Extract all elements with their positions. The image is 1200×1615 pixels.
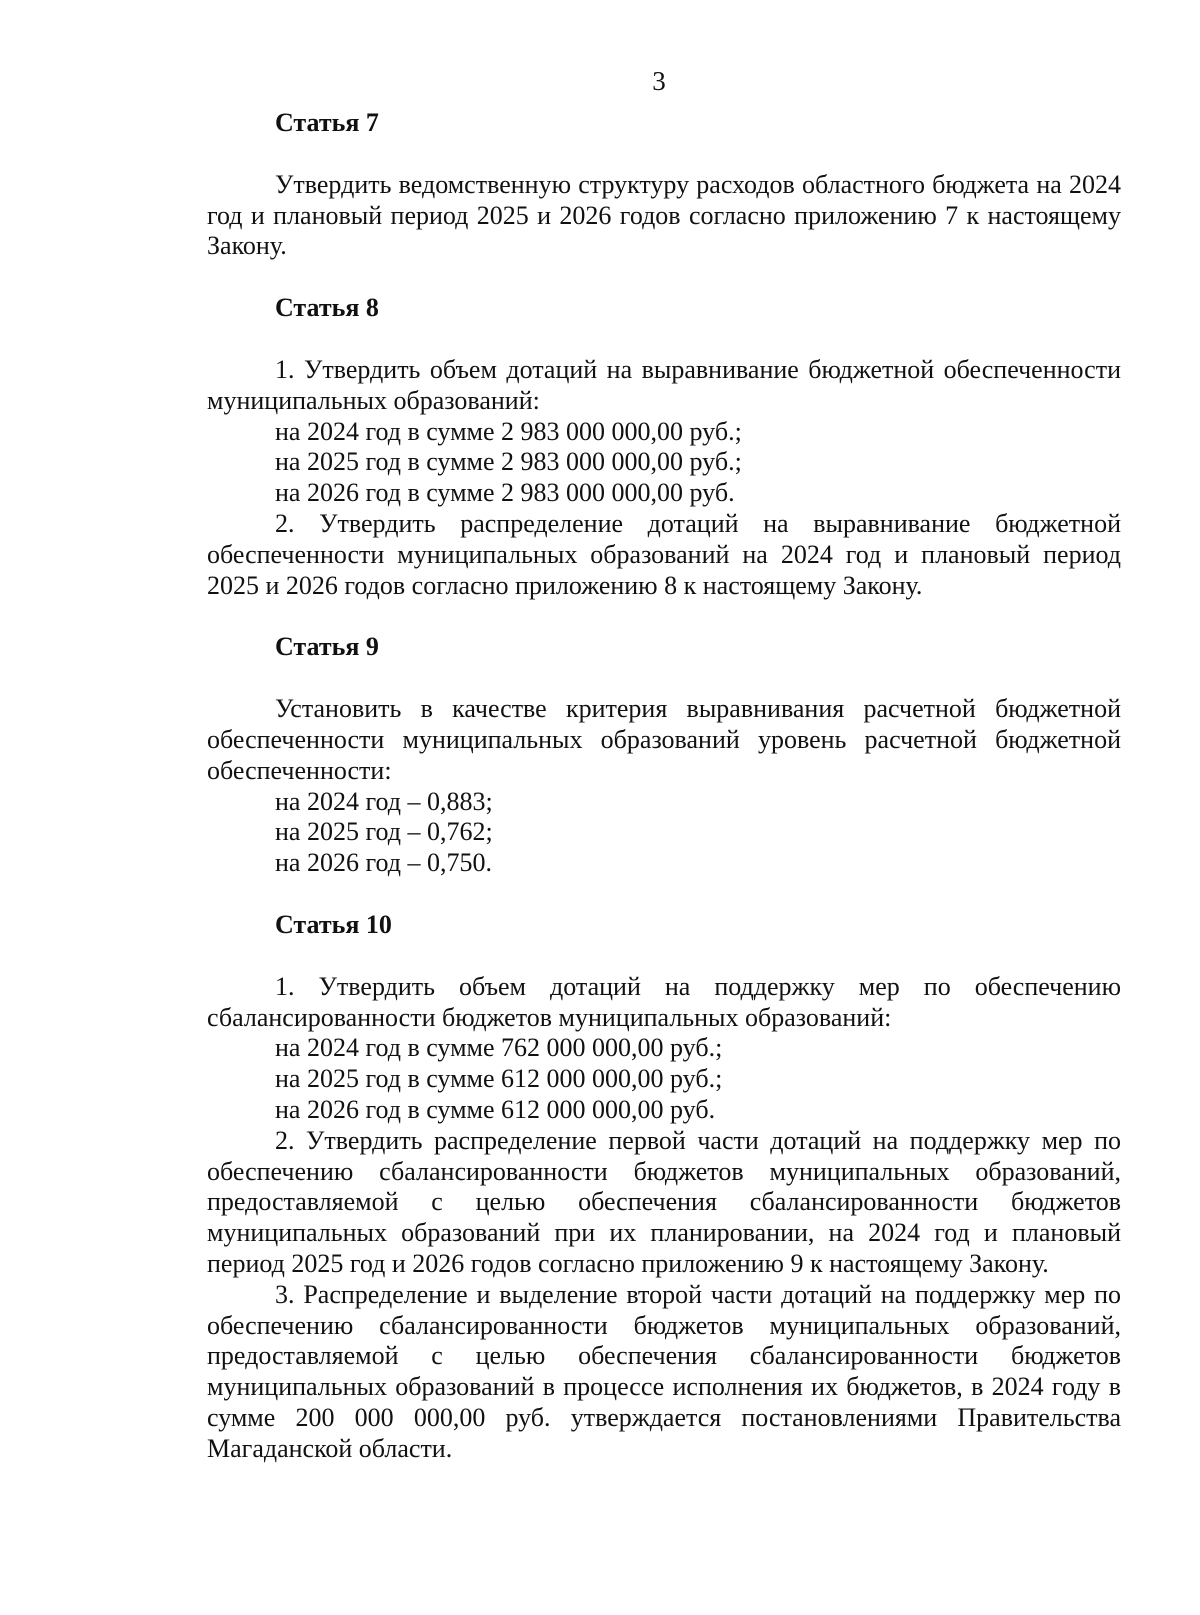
criterion-line: на 2025 год – 0,762; (275, 817, 493, 847)
article-10 (207, 910, 1121, 1465)
article-9 (207, 632, 1121, 879)
paragraph: Установить в качестве критерия выравнивания расчетной бюджетной обеспеченности муниципальных образований уровень расчетной бюджетной обеспеченности: (207, 694, 1121, 785)
amount-line: на 2026 год в сумме 612 000 000,00 руб. (275, 1094, 716, 1124)
amount-line: на 2025 год в сумме 2 983 000 000,00 руб.; (275, 447, 742, 477)
amount-line: на 2026 год в сумме 2 983 000 000,00 руб. (275, 478, 735, 508)
paragraph: 1. Утвердить объем дотаций на выравнивание бюджетной обеспеченности муниципальных образований: (207, 354, 1121, 415)
paragraph: Утвердить ведомственную структуру расходов областного бюджета на 2024 год и плановый период 2025 и 2026 годов согласно приложению 7 к настоящему Закону. (207, 169, 1121, 261)
amount-line: на 2025 год в сумме 612 000 000,00 руб.; (275, 1064, 723, 1094)
article-7 (207, 108, 1121, 262)
amount-line: на 2024 год в сумме 2 983 000 000,00 руб.; (275, 416, 742, 446)
paragraph: 3. Распределение и выделение второй части дотаций на поддержку мер по обеспечению сбалансированности бюджетов муниципальных образований, предоставляемой с целью обеспечения сбалансированности бюджетов муниципальных образований в процессе исполнения их бюджетов, в 2024 году в сумме 200 000 000,00 руб. утверждается постановлениями Правительства Магаданской области. (207, 1279, 1121, 1463)
criterion-line: на 2024 год – 0,883; (275, 786, 493, 816)
paragraph: 2. Утвердить распределение дотаций на выравнивание бюджетной обеспеченности муниципальных образований на 2024 год и плановый период 2025 и 2026 годов согласно приложению 8 к настоящему Закону. (207, 508, 1121, 600)
document-body (207, 108, 1121, 1464)
article-heading: Статья 10 (275, 909, 392, 939)
paragraph: 1. Утвердить объем дотаций на поддержку мер по обеспечению сбалансированности бюджетов муниципальных образований: (207, 971, 1121, 1032)
article-heading: Статья 9 (275, 632, 379, 662)
article-8 (207, 293, 1121, 601)
article-body (207, 355, 1121, 601)
article-body (207, 972, 1121, 1465)
page-number: 3 (652, 66, 666, 96)
article-heading: Статья 8 (275, 293, 379, 323)
article-body (207, 170, 1121, 262)
paragraph: 2. Утвердить распределение первой части дотаций на поддержку мер по обеспечению сбалансированности бюджетов муниципальных образований, предоставляемой с целью обеспечения сбалансированности бюджетов муниципальных образований при их планировании, на 2024 год и плановый период 2025 год и 2026 годов согласно приложению 9 к настоящему Закону. (207, 1125, 1121, 1278)
amount-line: на 2024 год в сумме 762 000 000,00 руб.; (275, 1033, 723, 1063)
article-body (207, 694, 1121, 879)
criterion-line: на 2026 год – 0,750. (275, 848, 492, 878)
article-heading: Статья 7 (275, 108, 379, 137)
